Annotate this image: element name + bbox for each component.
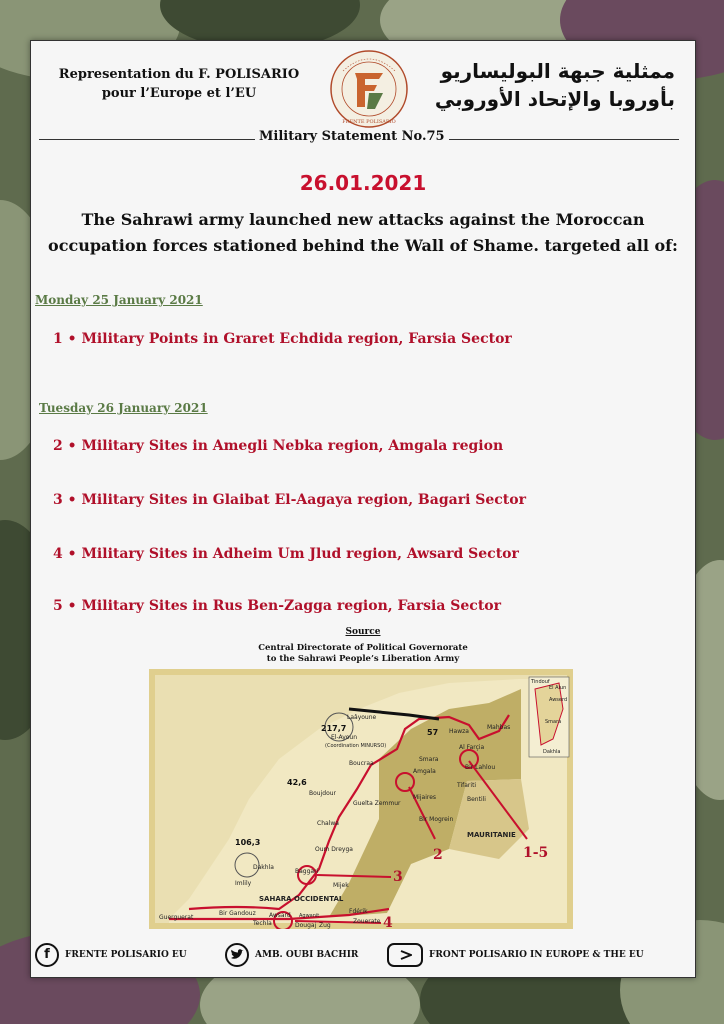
attack-item-3: 3 • Military Sites in Glaibat El-Aagaya region, Bagari Sector <box>53 492 526 508</box>
marker-label-4: 4 <box>383 915 393 929</box>
place-agwanit: Agwanit <box>299 913 320 919</box>
statement-number: Military Statement No.75 <box>255 129 449 144</box>
youtube-channel[interactable]: FRONT POLISARIO IN EUROPE & THE EU <box>429 950 644 960</box>
value-42: 42,6 <box>287 778 307 787</box>
arabic-line-2: بأوروبا والإتحاد الأوروبي <box>434 87 675 111</box>
source-directorate <box>31 643 695 665</box>
inset-dakhla: Dakhla <box>543 749 561 755</box>
polisario-logo <box>327 47 411 131</box>
lead-line-2: occupation forces stationed behind the Wall of Shame. targeted all of: <box>48 236 678 255</box>
twitter-bird-glyph <box>230 949 244 961</box>
place-techla: Techla <box>253 920 272 927</box>
attack-item-2: 2 • Military Sites in Amegli Nebka region, Amgala region <box>53 438 504 454</box>
place-fderik: Fdérik <box>349 908 368 915</box>
representation-heading <box>41 65 317 103</box>
inset-el-aiun: El Aiun <box>549 685 567 691</box>
day-label-tuesday: Tuesday 26 January 2021 <box>39 401 208 415</box>
social-footer <box>31 941 695 971</box>
attack-item-1: 1 • Military Points in Graret Echdida region, Farsia Sector <box>53 331 512 347</box>
facebook-handle[interactable]: FRENTE POLISARIO EU <box>65 950 187 960</box>
value-106: 106,3 <box>235 838 261 847</box>
place-mahbas: Mahbas <box>487 724 511 731</box>
place-zouerate: Zouerate <box>353 918 381 925</box>
place-al-farcia: Al Farçia <box>459 744 485 751</box>
place-boujdour: Boujdour <box>309 790 337 797</box>
place-el-ayoun: El-Ayoun <box>331 734 358 741</box>
inset-smara: Smara <box>545 719 562 725</box>
place-mijaires: Mijaires <box>413 794 437 801</box>
representation-line-2: pour l’Europe et l’EU <box>101 86 257 101</box>
youtube-icon[interactable] <box>387 943 423 967</box>
place-dougaj: Dougaj <box>295 922 317 929</box>
directorate-line-1: Central Directorate of Political Governorate <box>258 643 468 653</box>
lead-paragraph <box>41 207 685 259</box>
place-hawza: Hawza <box>449 728 469 735</box>
marker-label-2: 2 <box>433 847 443 863</box>
place-mauritanie: MAURITANIE <box>467 831 516 839</box>
place-baggari: Baggari <box>295 868 319 875</box>
place-amgala: Amgala <box>413 768 436 775</box>
place-bentili: Bentili <box>467 796 486 803</box>
place-oum-dreyga: Oum Dreyga <box>315 846 353 853</box>
day-label-monday: Monday 25 January 2021 <box>35 293 203 307</box>
place-sahara-occidental: SAHARA OCCIDENTAL <box>259 895 344 903</box>
inset-tindouf: Tindouf <box>531 679 550 685</box>
arabic-line-1: ممثلية جبهة البوليساريو <box>440 59 675 83</box>
statement-date: 26.01.2021 <box>299 171 427 195</box>
representation-line-1: Representation du F. POLISARIO <box>58 67 300 82</box>
statement-card <box>30 40 696 978</box>
place-bir-lahlou: Bir Lahlou <box>465 764 496 771</box>
attack-item-4: 4 • Military Sites in Adheim Um Jlud region, Awsard Sector <box>53 546 519 562</box>
place-bir-gandouz: Bir Gandouz <box>219 910 256 917</box>
place-laayoune: Laâyoune <box>347 714 377 721</box>
place-guelta: Guelta Zemmur <box>353 800 401 807</box>
place-awsard: Awsard <box>269 912 291 919</box>
lead-line-1: The Sahrawi army launched new attacks against the Moroccan <box>81 210 645 229</box>
play-glyph <box>400 950 412 960</box>
logo-text: FRENTE POLISARIO <box>342 119 396 125</box>
marker-label-1-5: 1-5 <box>523 845 549 861</box>
place-dakhla: Dakhla <box>253 864 274 871</box>
value-57: 57 <box>427 728 439 737</box>
arabic-heading <box>425 57 675 113</box>
place-chalwa: Chalwa <box>317 820 339 827</box>
value-217: 217,7 <box>321 724 347 733</box>
attack-item-5: 5 • Military Sites in Rus Ben-Zagga region, Farsia Sector <box>53 598 501 614</box>
inset-awserd: Awserd <box>549 697 568 703</box>
place-smara: Smara <box>419 756 439 763</box>
place-tifariti: Tifariti <box>457 782 477 789</box>
twitter-icon[interactable] <box>225 943 249 967</box>
directorate-line-2: to the Sahrawi People’s Liberation Army <box>266 654 460 664</box>
place-guerguerat: Guerguerat <box>159 914 194 921</box>
place-bir-mogrein: Bir Mogrein <box>419 816 454 823</box>
place-coordination: (Coordination MINURSO) <box>325 743 387 749</box>
facebook-icon[interactable]: f <box>35 943 59 967</box>
place-zug: Zug <box>319 922 331 929</box>
place-imlily: Imlily <box>235 880 252 887</box>
western-sahara-map <box>149 669 573 929</box>
place-mijek: Mijek <box>333 882 349 889</box>
place-boucraa: Boucraa <box>349 760 374 767</box>
marker-label-3: 3 <box>393 869 403 885</box>
twitter-handle[interactable]: AMB. OUBI BACHIR <box>255 950 359 960</box>
source-label: Source <box>345 627 381 637</box>
